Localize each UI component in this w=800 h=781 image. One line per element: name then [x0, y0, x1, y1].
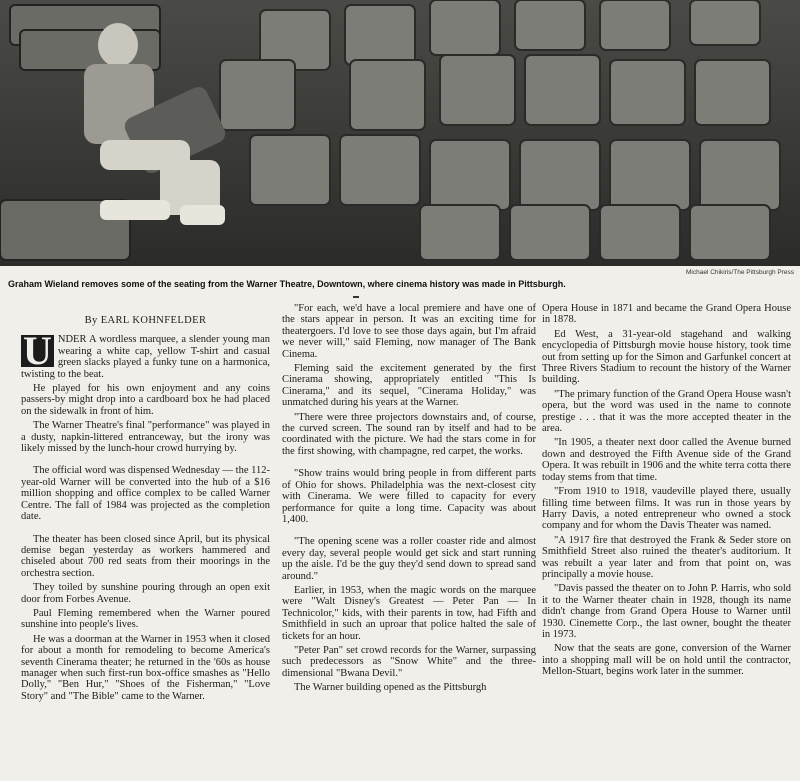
- paragraph: Paul Fleming remembered when the Warner poured sunshine into people's lives.: [21, 607, 270, 631]
- article-column-1: [21, 303, 270, 705]
- paragraph: He played for his own enjoyment and any coins passers-by might drop into a cardboard box he had placed on the sidewalk in front of him.: [21, 383, 270, 417]
- paragraph: They toiled by sunshine pouring through an open exit door from Forbes Avenue.: [21, 582, 270, 605]
- paragraph: "Peter Pan" set crowd records for the Warner, surpassing such predecessors as "Snow White" and the three-dimensional "Bwana Devil.": [282, 644, 536, 679]
- lead-text: NDER A wordless marquee, a slender young man wearing a white cap, yellow T-shirt and casual green slacks played a funky tune on a harmonica, twisting to the beat.: [21, 334, 270, 380]
- photo-caption: Graham Wieland removes some of the seating from the Warner Theatre, Downtown, where cinema history was made in Pittsburgh.: [8, 279, 566, 289]
- paragraph: The official word was dispensed Wednesday — the 112-year-old Warner will be converted into the hub of a $16 million shopping and office complex to be called Warner Centre. The fall of 1984 was projected as the completion date.: [21, 465, 270, 523]
- paragraph: Earlier, in 1953, when the magic words on the marquee were "Walt Disney's Greatest — Peter Pan — In Technicolor," kids, with their parents in tow, had Fifth and Smithfield in such an uproar that police halted the sale of tickets for an hour.: [282, 584, 536, 642]
- paragraph: "A 1917 fire that destroyed the Frank & Seder store on Smithfield Street also ruined the theater's auditorium. It was rebuilt a year later and from that point on, was principally a movie house.: [542, 534, 791, 580]
- byline: By EARL KOHNFELDER: [84, 315, 207, 326]
- paragraph: He was a doorman at the Warner in 1953 when it closed for about a month for remodeling to become America's seventh Cinerama theater; he returned in the '60s as house manager when such first-run box-office smashes as "Hello Dolly," "Ben Hur," "Shoes of the Fisherman," "Love Story" and "The Bible" came to the Warner.: [21, 633, 270, 702]
- drop-cap: U: [23, 328, 52, 374]
- paragraph: "In 1905, a theater next door called the Avenue burned down and destroyed the Fifth Avenue side of the Grand Opera. It was rebuilt in 1906 and the white terra cotta there today stems from that time.: [542, 437, 791, 483]
- theater-seats-photo: [0, 0, 800, 266]
- paragraph: Ed West, a 31-year-old stagehand and walking encyclopedia of Pittsburgh movie house history, took time out from setting up for the Simon and Garfunkel concert at Three Rivers Stadium to recount the history of the Warner building.: [542, 328, 791, 386]
- paragraph: "Show trains would bring people in from different parts of Ohio for shows. Philadelphia was the next-closest city with Cinerama. We were filled to capacity for every performance for quite a long time. Capacity was about 1,400.: [282, 468, 536, 525]
- paragraph: Fleming said the excitement generated by the first Cinerama showing, appropriately entitled "This Is Cinerama," and its sequel, "Cinerama Holiday," was unmatched during his years at the Warner.: [282, 363, 536, 409]
- paragraph: "From 1910 to 1918, vaudeville played there, usually filling time between films. It was run in those years by Harry Davis, a noted entrepreneur who owned a stock company and for whom the Davis Theater was named.: [542, 486, 791, 532]
- paragraph: "Davis passed the theater on to John P. Harris, who sold it to the Warner theater chain in 1928, though its name didn't change from Grand Opera House to Warner until 1930. Cinemette Corp., the last owner, bought the theater in 1973.: [542, 583, 791, 640]
- paragraph: The Warner building opened as the Pittsburgh: [294, 682, 487, 694]
- paragraph: Opera House in 1871 and became the Grand Opera House in 1878.: [542, 303, 791, 326]
- paragraph: "The primary function of the Grand Opera House wasn't opera, but the word was used in the name to connote prestige . . . that it was the more accepted theater in the area.: [542, 388, 791, 435]
- photo-credit: Michael Chikiris/The Pittsburgh Press: [685, 269, 794, 276]
- article-column-2: [282, 303, 536, 697]
- paragraph: The theater has been closed since April, but its physical demise began yesterday as workers hammered and chiseled about 700 red seats from their moorings in the orchestra section.: [21, 533, 270, 579]
- paragraph: "For each, we'd have a local premiere and have one of the stars appear in person. It was an exciting time for theatergoers. I'd love to see those days again, but I'm afraid we never will," said Fleming, now manager of The Bank Cinema.: [282, 303, 536, 360]
- paragraph: "The opening scene was a roller coaster ride and almost every day, several people would get sick and start running up the aisle. I'd be the guy they'd send down to spread sand around.": [282, 536, 536, 582]
- paragraph: Now that the seats are gone, conversion of the Warner into a shopping mall will be on hold until the contractor, Mellon-Stuart, begins work later in the summer.: [542, 643, 791, 678]
- divider-dash: [353, 296, 359, 298]
- paragraph: The Warner Theatre's final "performance" was played in a dusty, napkin-littered entranceway, but the irony was likely missed by the lunch-hour crowd hurrying by.: [21, 420, 270, 455]
- lead-paragraph: [21, 328, 270, 380]
- article-column-3: [542, 303, 791, 681]
- paragraph: "There were three projectors downstairs and, of course, the curved screen. The sound ran by itself and had to be coordinated with the picture. We had the stars come in for the first showing, with champagne, red carpet, the works.: [282, 411, 536, 457]
